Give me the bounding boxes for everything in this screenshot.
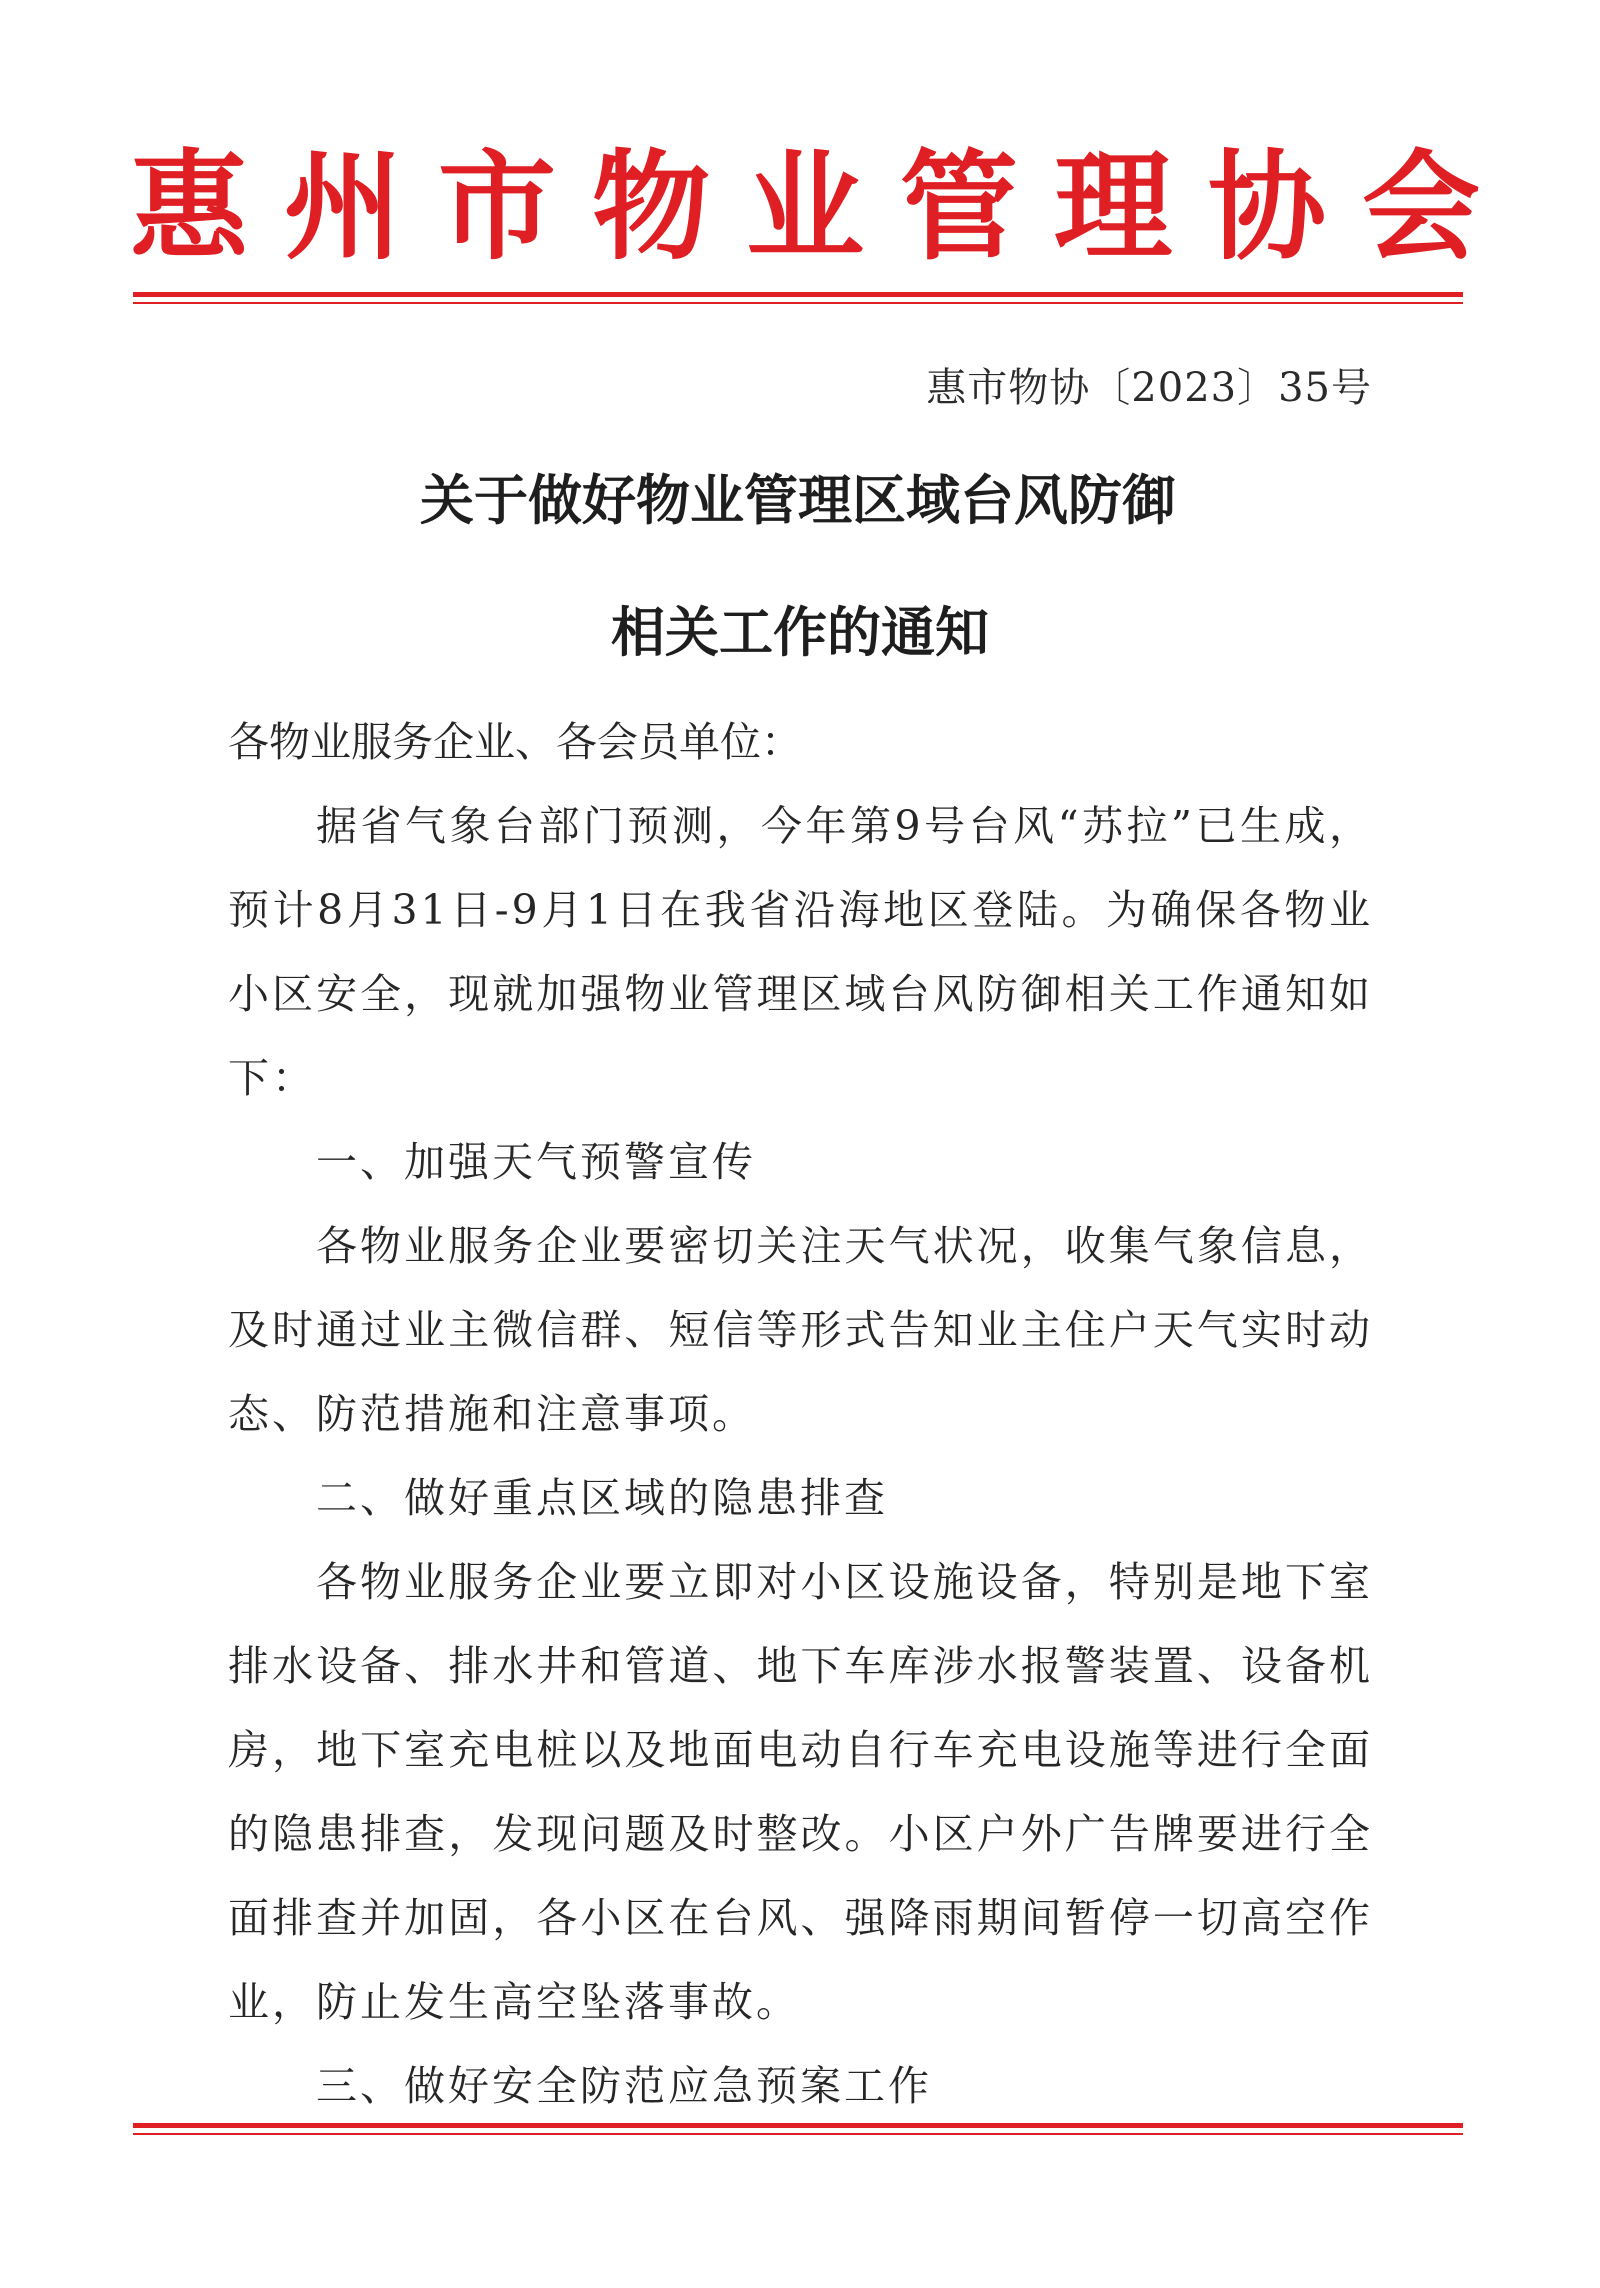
section-2-body: 各物业服务企业要立即对小区设施设备，特别是地下室排水设备、排水井和管道、地下车库涉水报警装置、设备机房，地下室充电桩以及地面电动自行车充电设施等进行全面的隐患排查，发现问题及时整改。小区户外广告牌要进行全面排查并加固，各小区在台风、强降雨期间暂停一切高空作业，防止发生高空坠落事故。 <box>228 1558 1373 2026</box>
salutation: 各物业服务企业、各会员单位： <box>228 718 802 766</box>
section-1-body: 各物业服务企业要密切关注天气状况，收集气象信息，及时通过业主微信群、短信等形式告知业主住户天气实时动态、防范措施和注意事项。 <box>228 1222 1373 1438</box>
intro-paragraph: 据省气象台部门预测，今年第9号台风“苏拉”已生成，预计8月31日-9月1日在我省沿海地区登陆。为确保各物业小区安全，现就加强物业管理区域台风防御相关工作通知如下： <box>228 802 1373 1102</box>
footer-red-rule <box>133 2123 1463 2135</box>
document-title-line-2: 相关工作的通知 <box>611 601 989 664</box>
section-1-heading: 一、加强天气预警宣传 <box>316 1138 756 1186</box>
section-2-heading: 二、做好重点区域的隐患排查 <box>316 1474 888 1522</box>
red-rule-thick <box>133 292 1463 297</box>
letterhead-red-rule <box>133 292 1463 304</box>
document-body <box>228 784 1373 2128</box>
document-title-line-1: 关于做好物业管理区域台风防御 <box>420 469 1176 532</box>
document-number: 惠市物协〔2023〕35号 <box>926 365 1372 411</box>
red-rule-thin <box>133 302 1463 304</box>
footer-rule-thin <box>133 2133 1463 2135</box>
letterhead-org-name: 惠州市物业管理协会 <box>130 137 1517 276</box>
footer-rule-thick <box>133 2123 1463 2128</box>
section-3-heading: 三、做好安全防范应急预案工作 <box>316 2062 932 2110</box>
